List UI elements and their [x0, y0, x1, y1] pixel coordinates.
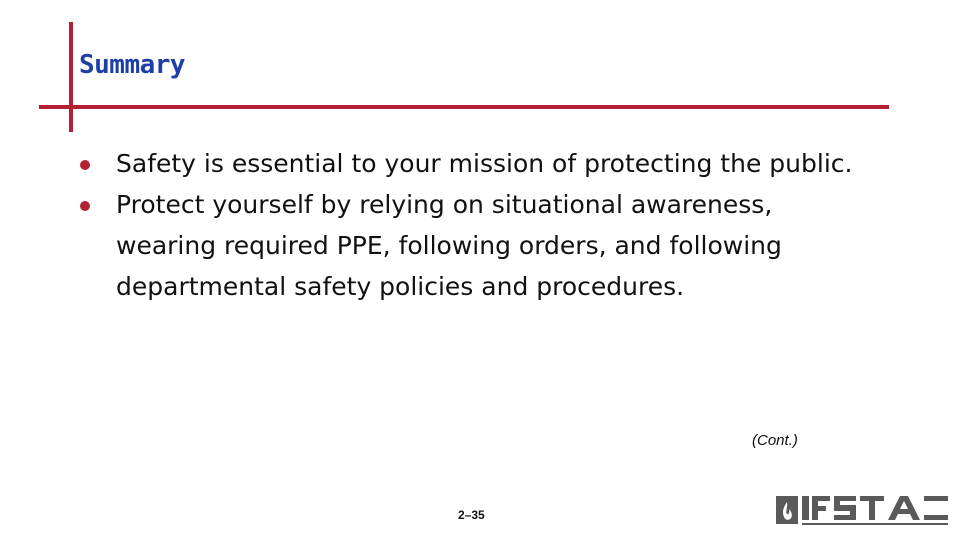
flame-logo-icon [776, 496, 798, 524]
bullet-list [80, 143, 880, 307]
bullet-dot-icon [80, 160, 90, 170]
ifsta-logo [776, 492, 950, 528]
bullet-item [80, 143, 880, 184]
title-vertical-rule [69, 22, 73, 132]
bullet-dot-icon [80, 201, 90, 211]
bullet-item [80, 184, 880, 307]
slide-title: Summary [79, 50, 186, 80]
continuation-note: (Cont.) [752, 432, 798, 449]
bullet-text: Protect yourself by relying on situational awareness, wearing required PPE, following orders, and following departmental safety policies and procedures. [116, 190, 782, 301]
bullet-text: Safety is essential to your mission of protecting the public. [116, 149, 853, 178]
page-number: 2–35 [458, 508, 485, 522]
title-horizontal-rule [39, 105, 889, 109]
